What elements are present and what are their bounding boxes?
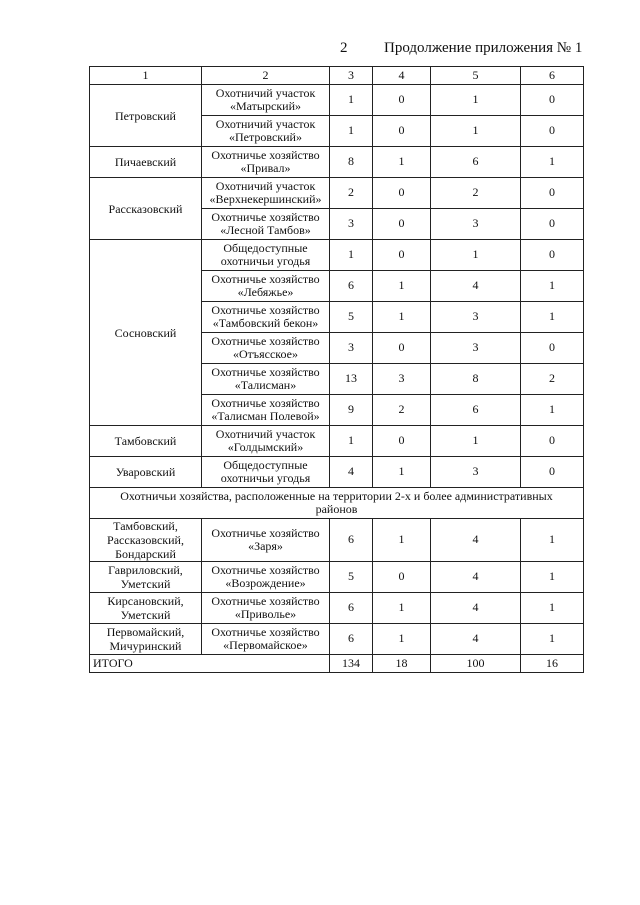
district-cell: Пичаевский bbox=[90, 147, 202, 178]
cell-line: Охотничье хозяйство bbox=[211, 302, 320, 317]
value-cell: 1 bbox=[521, 302, 584, 333]
column-header: 5 bbox=[431, 67, 521, 85]
value-cell: 1 bbox=[521, 271, 584, 302]
value-cell: 1 bbox=[373, 624, 431, 655]
value-cell: 0 bbox=[521, 240, 584, 271]
value-cell: 1 bbox=[431, 116, 521, 147]
district-cell bbox=[90, 593, 202, 624]
cell-line: охотничьи угодья bbox=[220, 471, 311, 485]
cell-line: Рассказовский, bbox=[107, 533, 184, 547]
value-cell: 2 bbox=[330, 178, 373, 209]
hunting-ground-name bbox=[202, 593, 330, 624]
hunting-ground-name bbox=[202, 271, 330, 302]
value-cell: 4 bbox=[330, 457, 373, 488]
cell-line: Общедоступные bbox=[223, 457, 308, 472]
table-row bbox=[90, 67, 584, 85]
value-cell: 1 bbox=[373, 302, 431, 333]
total-value: 134 bbox=[330, 655, 373, 673]
cell-line: Охотничье хозяйство bbox=[211, 593, 320, 608]
table-row bbox=[90, 178, 584, 209]
page-number: 2 bbox=[340, 40, 348, 56]
continuation-title: Продолжение приложения № 1 bbox=[384, 40, 583, 56]
cell-line: «Лебяжье» bbox=[237, 285, 294, 299]
district-cell: Сосновский bbox=[90, 240, 202, 426]
hunting-ground-name bbox=[202, 178, 330, 209]
value-cell: 0 bbox=[521, 116, 584, 147]
hunting-ground-name bbox=[202, 457, 330, 488]
column-header: 6 bbox=[521, 67, 584, 85]
value-cell: 6 bbox=[330, 593, 373, 624]
cell-line: Охотничий участок bbox=[215, 426, 316, 441]
cell-line: Общедоступные bbox=[223, 240, 308, 255]
value-cell: 0 bbox=[373, 178, 431, 209]
cell-line: Охотничий участок bbox=[215, 178, 316, 193]
value-cell: 1 bbox=[373, 519, 431, 562]
value-cell: 4 bbox=[431, 624, 521, 655]
value-cell: 3 bbox=[431, 209, 521, 240]
cell-line: Уметский bbox=[120, 608, 171, 622]
value-cell: 8 bbox=[330, 147, 373, 178]
table-row bbox=[90, 426, 584, 457]
hunting-ground-name bbox=[202, 562, 330, 593]
value-cell: 1 bbox=[373, 457, 431, 488]
value-cell: 4 bbox=[431, 519, 521, 562]
cell-line: «Матырский» bbox=[230, 99, 301, 113]
cell-line: районов bbox=[315, 502, 358, 516]
value-cell: 1 bbox=[431, 240, 521, 271]
table-row bbox=[90, 593, 584, 624]
hunting-ground-name bbox=[202, 519, 330, 562]
value-cell: 0 bbox=[521, 333, 584, 364]
value-cell: 0 bbox=[521, 178, 584, 209]
value-cell: 1 bbox=[521, 519, 584, 562]
district-cell: Тамбовский bbox=[90, 426, 202, 457]
table-row bbox=[90, 655, 584, 673]
value-cell: 6 bbox=[330, 624, 373, 655]
value-cell: 4 bbox=[431, 562, 521, 593]
value-cell: 0 bbox=[521, 426, 584, 457]
cell-line: «Заря» bbox=[248, 539, 283, 553]
value-cell: 1 bbox=[521, 395, 584, 426]
district-cell: Рассказовский bbox=[90, 178, 202, 240]
cell-line: Охотничье хозяйство bbox=[211, 562, 320, 577]
table-row bbox=[90, 85, 584, 116]
cell-line: Охотничье хозяйство bbox=[211, 525, 320, 540]
value-cell: 1 bbox=[373, 271, 431, 302]
value-cell: 3 bbox=[431, 457, 521, 488]
cell-line: Кирсановский, bbox=[107, 594, 184, 608]
value-cell: 1 bbox=[373, 147, 431, 178]
cell-line: Охотничий участок bbox=[215, 85, 316, 100]
total-value: 18 bbox=[373, 655, 431, 673]
cell-line: Мичуринский bbox=[109, 639, 182, 653]
cell-line: Охотничье хозяйство bbox=[211, 333, 320, 348]
value-cell: 2 bbox=[373, 395, 431, 426]
cell-line: Бондарский bbox=[115, 547, 176, 561]
value-cell: 9 bbox=[330, 395, 373, 426]
hunting-ground-name bbox=[202, 302, 330, 333]
value-cell: 1 bbox=[521, 562, 584, 593]
value-cell: 1 bbox=[330, 85, 373, 116]
district-cell: Петровский bbox=[90, 85, 202, 147]
cell-line: «Тамбовский бекон» bbox=[212, 316, 319, 330]
value-cell: 1 bbox=[521, 593, 584, 624]
district-cell bbox=[90, 624, 202, 655]
cell-line: Охотничий участок bbox=[215, 116, 316, 131]
district-cell bbox=[90, 562, 202, 593]
cell-line: охотничьи угодья bbox=[220, 254, 311, 268]
table-row bbox=[90, 519, 584, 562]
column-header: 3 bbox=[330, 67, 373, 85]
table-row bbox=[90, 624, 584, 655]
cell-line: «Привал» bbox=[240, 161, 291, 175]
cell-line: Охотничье хозяйство bbox=[211, 624, 320, 639]
value-cell: 2 bbox=[431, 178, 521, 209]
hunting-ground-name bbox=[202, 364, 330, 395]
value-cell: 0 bbox=[373, 85, 431, 116]
value-cell: 6 bbox=[431, 395, 521, 426]
cell-line: Охотничье хозяйство bbox=[211, 364, 320, 379]
table-row bbox=[90, 488, 584, 519]
hunting-ground-name bbox=[202, 147, 330, 178]
district-cell bbox=[90, 519, 202, 562]
value-cell: 5 bbox=[330, 302, 373, 333]
table-row bbox=[90, 147, 584, 178]
hunting-ground-name bbox=[202, 333, 330, 364]
page-header bbox=[0, 40, 640, 60]
value-cell: 0 bbox=[373, 209, 431, 240]
value-cell: 0 bbox=[373, 562, 431, 593]
total-value: 100 bbox=[431, 655, 521, 673]
value-cell: 3 bbox=[330, 333, 373, 364]
value-cell: 1 bbox=[330, 116, 373, 147]
hunting-ground-name bbox=[202, 624, 330, 655]
table-row bbox=[90, 562, 584, 593]
cell-line: «Талисман Полевой» bbox=[211, 409, 320, 423]
cell-line: Тамбовский, bbox=[113, 519, 178, 533]
cell-line: «Первомайское» bbox=[223, 638, 308, 652]
cell-line: «Отъясское» bbox=[233, 347, 298, 361]
value-cell: 4 bbox=[431, 593, 521, 624]
value-cell: 3 bbox=[373, 364, 431, 395]
district-cell: Уваровский bbox=[90, 457, 202, 488]
cell-line: «Приволье» bbox=[234, 607, 297, 621]
value-cell: 13 bbox=[330, 364, 373, 395]
cell-line: «Верхнекершинский» bbox=[209, 192, 322, 206]
value-cell: 1 bbox=[330, 240, 373, 271]
cell-line: «Петровский» bbox=[229, 130, 302, 144]
value-cell: 1 bbox=[521, 624, 584, 655]
column-header: 2 bbox=[202, 67, 330, 85]
hunting-ground-name bbox=[202, 240, 330, 271]
hunting-ground-name bbox=[202, 395, 330, 426]
value-cell: 1 bbox=[431, 85, 521, 116]
value-cell: 1 bbox=[521, 147, 584, 178]
value-cell: 3 bbox=[330, 209, 373, 240]
cell-line: Гавриловский, bbox=[108, 563, 183, 577]
cell-line: «Талисман» bbox=[234, 378, 297, 392]
value-cell: 3 bbox=[431, 302, 521, 333]
cell-line: Охотничье хозяйство bbox=[211, 395, 320, 410]
cell-line: «Возрождение» bbox=[225, 576, 306, 590]
value-cell: 2 bbox=[521, 364, 584, 395]
value-cell: 0 bbox=[373, 240, 431, 271]
value-cell: 8 bbox=[431, 364, 521, 395]
value-cell: 6 bbox=[330, 519, 373, 562]
total-value: 16 bbox=[521, 655, 584, 673]
cell-line: «Лесной Тамбов» bbox=[220, 223, 311, 237]
cell-line: Охотничье хозяйство bbox=[211, 147, 320, 162]
value-cell: 6 bbox=[330, 271, 373, 302]
value-cell: 0 bbox=[521, 457, 584, 488]
value-cell: 0 bbox=[521, 85, 584, 116]
value-cell: 1 bbox=[330, 426, 373, 457]
value-cell: 6 bbox=[431, 147, 521, 178]
total-label: ИТОГО bbox=[90, 655, 330, 673]
cell-line: Охотничье хозяйство bbox=[211, 209, 320, 224]
cell-line: Уметский bbox=[120, 577, 171, 591]
table-row bbox=[90, 457, 584, 488]
value-cell: 3 bbox=[431, 333, 521, 364]
cell-line: «Голдымский» bbox=[227, 440, 304, 454]
value-cell: 0 bbox=[521, 209, 584, 240]
cell-line: Охотничьи хозяйства, расположенные на территории 2-х и более административных bbox=[120, 488, 553, 503]
multi-district-heading bbox=[90, 488, 584, 519]
column-header: 4 bbox=[373, 67, 431, 85]
value-cell: 5 bbox=[330, 562, 373, 593]
hunting-ground-name bbox=[202, 426, 330, 457]
value-cell: 1 bbox=[431, 426, 521, 457]
hunting-grounds-table bbox=[89, 66, 584, 673]
value-cell: 0 bbox=[373, 426, 431, 457]
column-header: 1 bbox=[90, 67, 202, 85]
cell-line: Охотничье хозяйство bbox=[211, 271, 320, 286]
hunting-ground-name bbox=[202, 209, 330, 240]
value-cell: 0 bbox=[373, 116, 431, 147]
value-cell: 4 bbox=[431, 271, 521, 302]
table-row bbox=[90, 240, 584, 271]
value-cell: 1 bbox=[373, 593, 431, 624]
cell-line: Первомайский, bbox=[106, 625, 185, 639]
hunting-ground-name bbox=[202, 116, 330, 147]
value-cell: 0 bbox=[373, 333, 431, 364]
hunting-ground-name bbox=[202, 85, 330, 116]
